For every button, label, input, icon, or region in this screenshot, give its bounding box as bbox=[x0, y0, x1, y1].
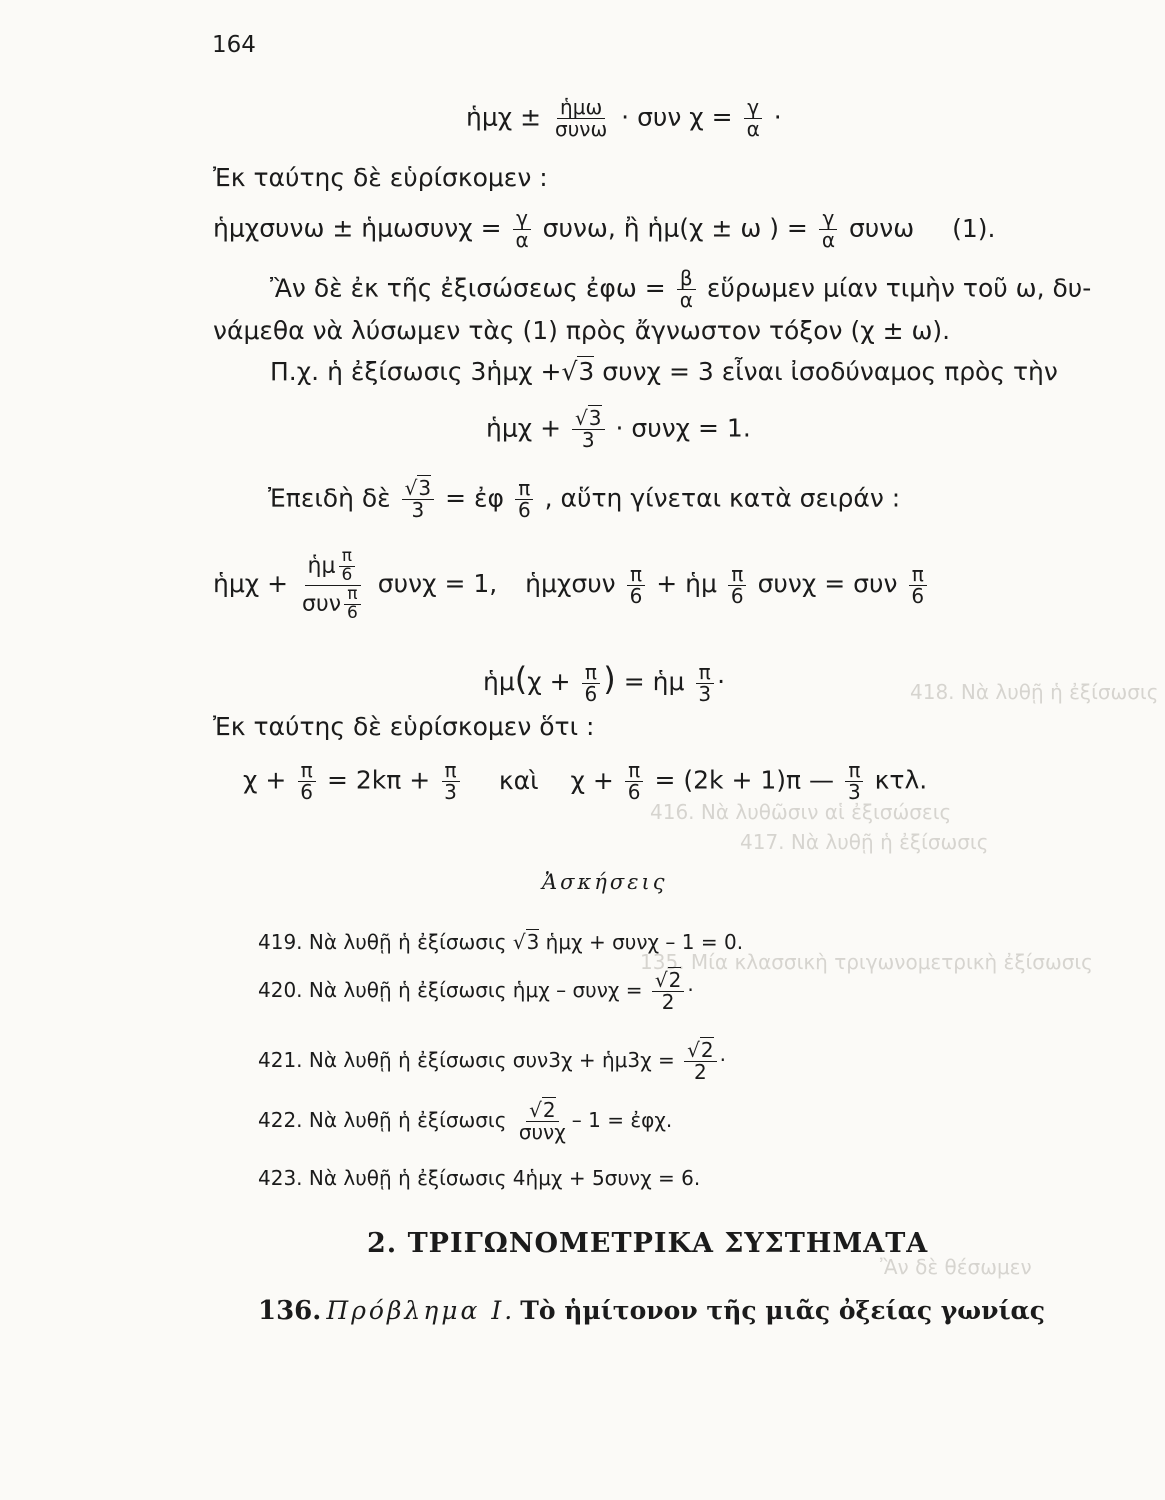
fraction: $\frac{\pi}{6}$ bbox=[908, 564, 927, 607]
exercise-item: 421. Νὰ λυθῇ ἡ ἐξίσωσις συν3χ + ἡμ3χ = $\frac{√2}{2}$ · bbox=[258, 1038, 726, 1084]
exercise-item: 423. Νὰ λυθῇ ἡ ἐξίσωσις 4ἡμχ + 5συνχ = 6. bbox=[258, 1166, 701, 1190]
fraction: $\frac{\pi}{6}$ bbox=[297, 760, 316, 803]
fraction: $\frac{√2}{2}$ bbox=[652, 970, 684, 1013]
bleed-text: 135. Μία κλασσικὴ τριγωνομετρικὴ ἐξίσωσις bbox=[640, 950, 1093, 974]
fraction: $\frac{\pi}{6}$ bbox=[625, 760, 644, 803]
fraction: $\frac{\beta}{\alpha}$ bbox=[677, 268, 696, 311]
compound-fraction: ἡμ $\frac{\pi}{6}$ συν $\frac{\pi}{6}$ bbox=[299, 548, 367, 622]
exercise-item: 419. Νὰ λυθῇ ἡ ἐξίσωσις √3 ἡμχ + συνχ – 1 = 0. bbox=[258, 930, 744, 954]
fraction: $\frac{\pi}{6}$ bbox=[582, 662, 601, 705]
equation-label: (1). bbox=[952, 213, 996, 243]
exercise-item: 420. Νὰ λυθῇ ἡ ἐξίσωσις ἡμχ – συνχ = $\frac{√2}{2}$ · bbox=[258, 968, 694, 1014]
exercise-item: 422. Νὰ λυθῇ ἡ ἐξίσωσις $\frac{√2}{\text{συνχ}}$ – 1 = ἐφχ. bbox=[258, 1098, 673, 1144]
bleed-text: Ἂν δὲ θέσωμεν bbox=[880, 1255, 1032, 1279]
fraction: $\frac{\pi}{3}$ bbox=[695, 662, 714, 705]
equation-3: ἡμχ + $\frac{√3}{3}$ · συνχ = 1. bbox=[486, 406, 751, 452]
fraction: $\frac{√3}{3}$ bbox=[402, 478, 434, 521]
text-line: Ἐκ ταύτης δὲ εὑρίσκομεν : bbox=[213, 163, 548, 192]
fraction: $\frac{\gamma}{\alpha}$ bbox=[744, 97, 763, 140]
section-heading: 2. ΤΡΙΓΩΝΟΜΕΤΡΙΚΑ ΣΥΣΤΗΜΑΤΑ bbox=[367, 1228, 929, 1259]
paragraph-line: Ἂν δὲ ἐκ τῆς ἐξισώσεως ἐφω = $\frac{\beta}{\alpha}$ εὕρωμεν μίαν τιμὴν τοῦ ω, δυ- bbox=[270, 266, 1092, 312]
text-line: Ἐκ ταύτης δὲ εὑρίσκομεν ὅτι : bbox=[213, 712, 595, 741]
fraction: $\frac{√3}{3}$ bbox=[572, 408, 604, 451]
equation-5: ἡμχ + ἡμ $\frac{\pi}{6}$ συν $\frac{\pi}{6}$ συνχ = 1, ἡμχσυν $\frac{\pi}{6}$ + ἡμ $\frac{\pi}{6}$ συνχ = συν $\frac{\pi}{6}$ bbox=[213, 548, 930, 622]
fraction: $\frac{\pi}{6}$ bbox=[627, 564, 646, 607]
bleed-text: 416. Νὰ λυθῶσιν αἱ ἐξισώσεις bbox=[650, 800, 952, 824]
example-line: Π.χ. ἡ ἐξίσωσις 3ἡμχ +√3 συνχ = 3 εἶναι ἰσοδύναμος πρὸς τὴν bbox=[270, 357, 1058, 386]
fraction: $\frac{\text{ἡμω}}{\text{συνω}}$ bbox=[555, 95, 608, 141]
page-number: 164 bbox=[212, 32, 256, 58]
equation-2: ἡμχσυνω ± ἡμωσυνχ = $\frac{\gamma}{\alpha}$ συνω, ἢ ἡμ(χ ± ω ) = $\frac{\gamma}{\alpha}$ συνω (1). bbox=[213, 206, 996, 252]
fraction: $\frac{√2}{2}$ bbox=[684, 1040, 716, 1083]
fraction: $\frac{√2}{\text{συνχ}}$ bbox=[518, 1098, 566, 1144]
equation-1: ἡμχ ± $\frac{\text{ἡμω}}{\text{συνω}}$ · συν χ = $\frac{\gamma}{\alpha}$ · bbox=[466, 95, 782, 141]
fraction: $\frac{\pi}{6}$ bbox=[515, 478, 534, 521]
fraction: $\frac{\gamma}{\alpha}$ bbox=[819, 208, 838, 251]
equation-6: ἡμ(χ + $\frac{\pi}{6}$ ) = ἡμ $\frac{\pi}{3}$ · bbox=[483, 659, 726, 706]
equation-7: χ + $\frac{\pi}{6}$ = 2kπ + $\frac{\pi}{3}$ καὶ χ + $\frac{\pi}{6}$ = (2k + 1)π — $\frac{\pi}{3}$ κτλ. bbox=[243, 758, 928, 804]
paragraph-line: νάμεθα νὰ λύσωμεν τὰς (1) πρὸς ἄγνωστον τόξον (χ ± ω). bbox=[213, 316, 951, 345]
fraction: $\frac{\pi}{3}$ bbox=[845, 760, 864, 803]
exercises-heading: Ἀσκήσεις bbox=[542, 870, 668, 894]
problem-line: 136. Πρόβλημα Ι. Τὸ ἡμίτονον τῆς μιᾶς ὀξείας γωνίας bbox=[258, 1296, 1046, 1326]
bleed-text: 418. Νὰ λυθῇ ἡ ἐξίσωσις bbox=[910, 680, 1159, 704]
bleed-text: 417. Νὰ λυθῇ ἡ ἐξίσωσις bbox=[740, 830, 989, 854]
equation-4: Ἐπειδὴ δὲ $\frac{√3}{3}$ = ἐφ $\frac{\pi}{6}$ , αὕτη γίνεται κατὰ σειράν : bbox=[268, 476, 901, 522]
fraction: $\frac{\pi}{3}$ bbox=[441, 760, 460, 803]
fraction: $\frac{\gamma}{\alpha}$ bbox=[513, 208, 532, 251]
fraction: $\frac{\pi}{6}$ bbox=[728, 564, 747, 607]
